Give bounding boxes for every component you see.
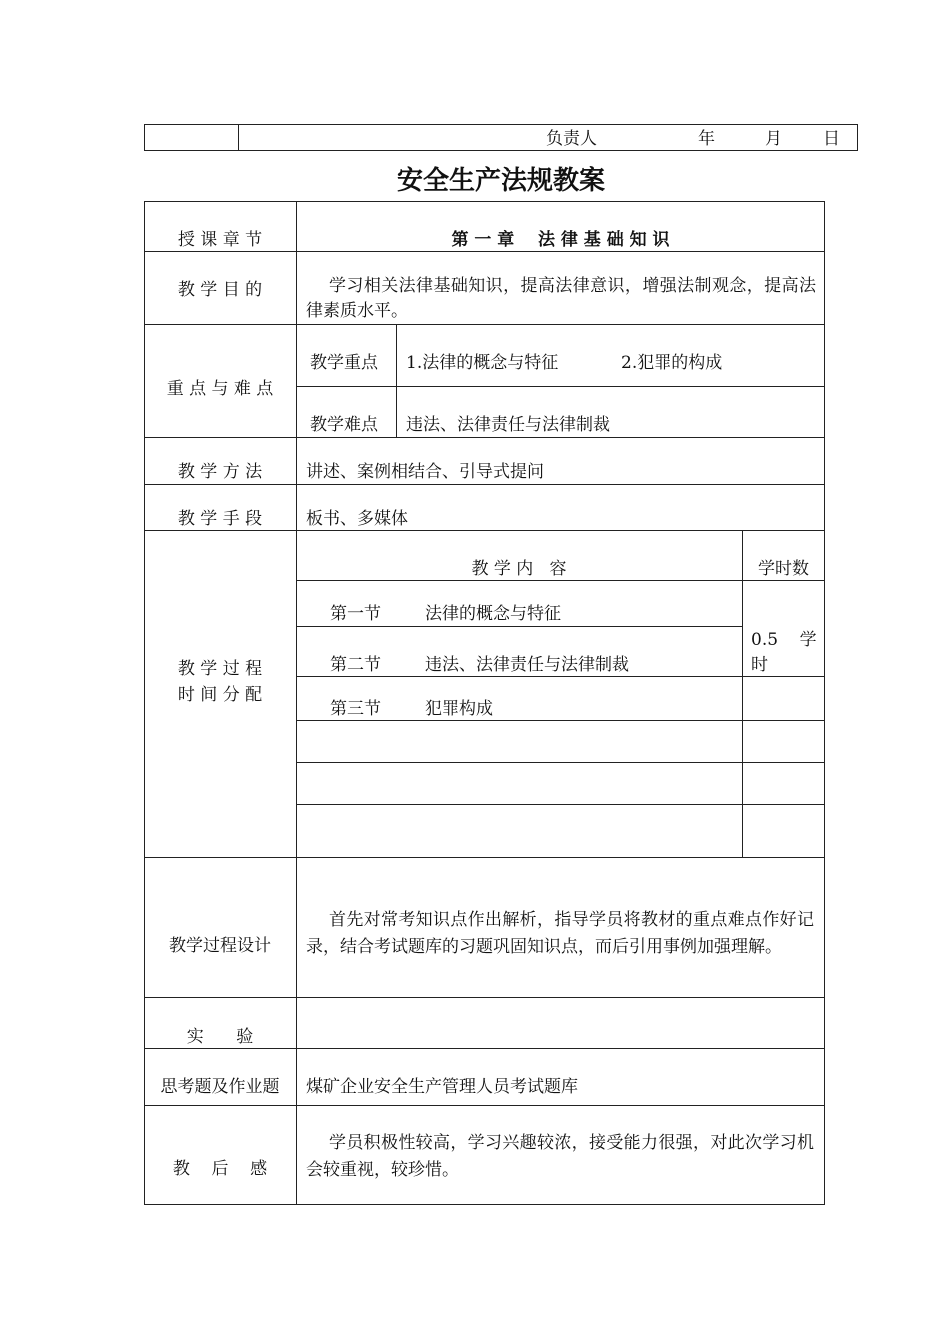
method-value: 讲述、案例相结合、引导式提问 [306,462,544,482]
key-difficult-label: 重 点 与 难 点 [166,379,274,399]
row-separator [144,857,825,858]
row-separator [144,1105,825,1106]
hours-value-line1: 0.5 学 [751,630,817,650]
reflection-value: 学员积极性较高，学习兴趣较浓，接受能力很强，对此次学习机会较重视，较珍惜。 [306,1133,814,1180]
page-title: 安全生产法规教案 [396,166,605,196]
responsible-label: 负责人 [546,129,597,149]
day-label: 日 [823,129,840,149]
section-number: 第三节 [330,699,381,719]
year-label: 年 [698,129,715,149]
header-row [144,124,858,151]
content-header: 教 学 内 容 [471,559,567,579]
section-title: 违法、法律责任与法律制裁 [425,655,629,675]
row-separator [144,997,825,998]
process-label-line1: 教 学 过 程 [177,659,263,679]
homework-value: 煤矿企业安全生产管理人员考试题库 [306,1077,578,1097]
hours-value-line2: 时 [751,655,768,675]
objective-label: 教 学 目 的 [177,280,263,300]
section-title: 犯罪构成 [425,699,493,719]
reflection-label: 教 后 感 [172,1159,268,1179]
row-separator [296,762,825,763]
key-points-label: 教学重点 [310,353,378,373]
means-label: 教 学 手 段 [177,509,263,529]
section-number: 第二节 [330,655,381,675]
difficult-points-label: 教学难点 [310,415,378,435]
month-label: 月 [765,129,782,149]
difficult-points-value: 违法、法律责任与法律制裁 [406,415,610,435]
row-separator [144,324,825,325]
key-point-item: 1.法律的概念与特征 [406,353,559,373]
hours-header: 学时数 [758,559,809,579]
objective-value: 学习相关法律基础知识，提高法律意识，增强法制观念，提高法律素质水平。 [306,276,816,321]
row-separator [296,626,742,627]
process-label-line2: 时 间 分 配 [177,685,263,705]
chapter-value: 第 一 章 法 律 基 础 知 识 [451,230,670,250]
row-separator [296,804,825,805]
label-column-divider [296,201,297,1205]
chapter-label: 授 课 章 节 [177,230,263,250]
key-point-item: 2.犯罪的构成 [621,353,723,373]
row-separator [144,484,825,485]
design-value: 首先对常考知识点作出解析，指导学员将教材的重点难点作好记录，结合考试题库的习题巩固知识点，而后引用事例加强理解。 [306,910,814,957]
homework-label: 思考题及作业题 [160,1077,280,1097]
design-label: 教学过程设计 [169,936,271,956]
row-separator [296,386,825,387]
row-separator [144,437,825,438]
method-label: 教 学 方 法 [177,462,263,482]
key-difficult-divider [396,324,397,437]
section-number: 第一节 [330,604,381,624]
section-title: 法律的概念与特征 [425,604,561,624]
header-row-divider [238,124,239,151]
experiment-label: 实 验 [186,1027,254,1047]
means-value: 板书、多媒体 [306,509,408,529]
